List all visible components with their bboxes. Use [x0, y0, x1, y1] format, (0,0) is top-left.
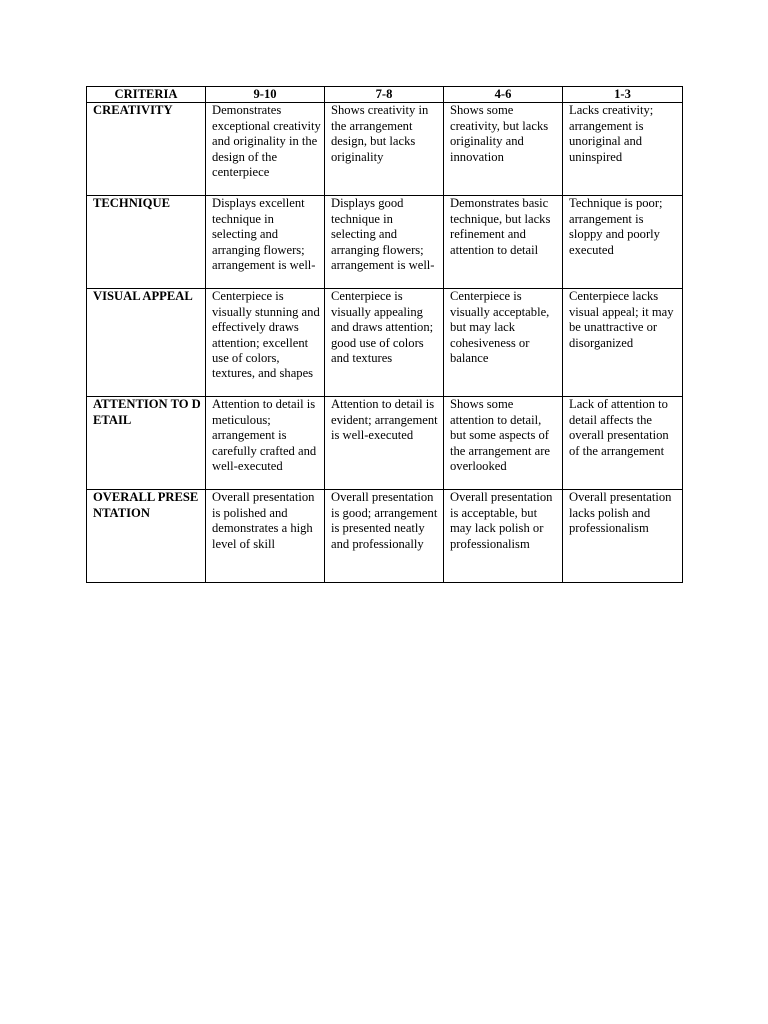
criterion-cell: VISUAL APPEAL	[87, 289, 206, 397]
descriptor-cell: Shows some attention to detail, but some aspects of the arrangement are overlooked	[444, 397, 563, 490]
criterion-cell: TECHNIQUE	[87, 196, 206, 289]
table-row-overall-presentation	[87, 490, 683, 583]
table-row-visual-appeal	[87, 289, 683, 397]
descriptor-cell: Technique is poor; arrangement is sloppy and poorly executed	[563, 196, 683, 289]
table-row-attention-to-detail	[87, 397, 683, 490]
descriptor-cell: Attention to detail is meticulous; arrangement is carefully crafted and well-executed	[206, 397, 325, 490]
criterion-cell: CREATIVITY	[87, 103, 206, 196]
descriptor-cell: Demonstrates basic technique, but lacks refinement and attention to detail	[444, 196, 563, 289]
descriptor-cell: Demonstrates exceptional creativity and originality in the design of the centerpiece	[206, 103, 325, 196]
header-score-1-3: 1-3	[563, 87, 683, 103]
descriptor-cell: Centerpiece is visually appealing and draws attention; good use of colors and textures	[325, 289, 444, 397]
header-score-9-10: 9-10	[206, 87, 325, 103]
descriptor-cell: Shows creativity in the arrangement design, but lacks originality	[325, 103, 444, 196]
header-criteria: CRITERIA	[87, 87, 206, 103]
descriptor-cell: Overall presentation is good; arrangement is presented neatly and professionally	[325, 490, 444, 583]
descriptor-cell: Centerpiece is visually stunning and effectively draws attention; excellent use of colors, textures, and shapes	[206, 289, 325, 397]
header-score-7-8: 7-8	[325, 87, 444, 103]
descriptor-cell: Shows some creativity, but lacks originality and innovation	[444, 103, 563, 196]
descriptor-cell	[325, 196, 444, 289]
descriptor-cell: Lack of attention to detail affects the overall presentation of the arrangement	[563, 397, 683, 490]
descriptor-cell: Overall presentation is acceptable, but may lack polish or professionalism	[444, 490, 563, 583]
descriptor-text: Displays excellent technique in selecting and arranging flowers; arrangement is well-	[212, 196, 316, 273]
descriptor-cell: Lacks creativity; arrangement is unoriginal and uninspired	[563, 103, 683, 196]
descriptor-cell: Centerpiece is visually acceptable, but may lack cohesiveness or balance	[444, 289, 563, 397]
table-row-creativity	[87, 103, 683, 196]
descriptor-cell: Attention to detail is evident; arrangement is well-executed	[325, 397, 444, 490]
criterion-cell: ATTENTION TO DETAIL	[87, 397, 206, 490]
descriptor-cell	[206, 196, 325, 289]
rubric-table	[86, 86, 683, 583]
header-row	[87, 87, 683, 103]
descriptor-cell: Overall presentation is polished and demonstrates a high level of skill	[206, 490, 325, 583]
criterion-cell: OVERALL PRESENTATION	[87, 490, 206, 583]
descriptor-cell: Overall presentation lacks polish and professionalism	[563, 490, 683, 583]
header-score-4-6: 4-6	[444, 87, 563, 103]
descriptor-text: Displays good technique in selecting and arranging flowers; arrangement is well-	[331, 196, 435, 273]
table-row-technique	[87, 196, 683, 289]
descriptor-cell: Centerpiece lacks visual appeal; it may be unattractive or disorganized	[563, 289, 683, 397]
